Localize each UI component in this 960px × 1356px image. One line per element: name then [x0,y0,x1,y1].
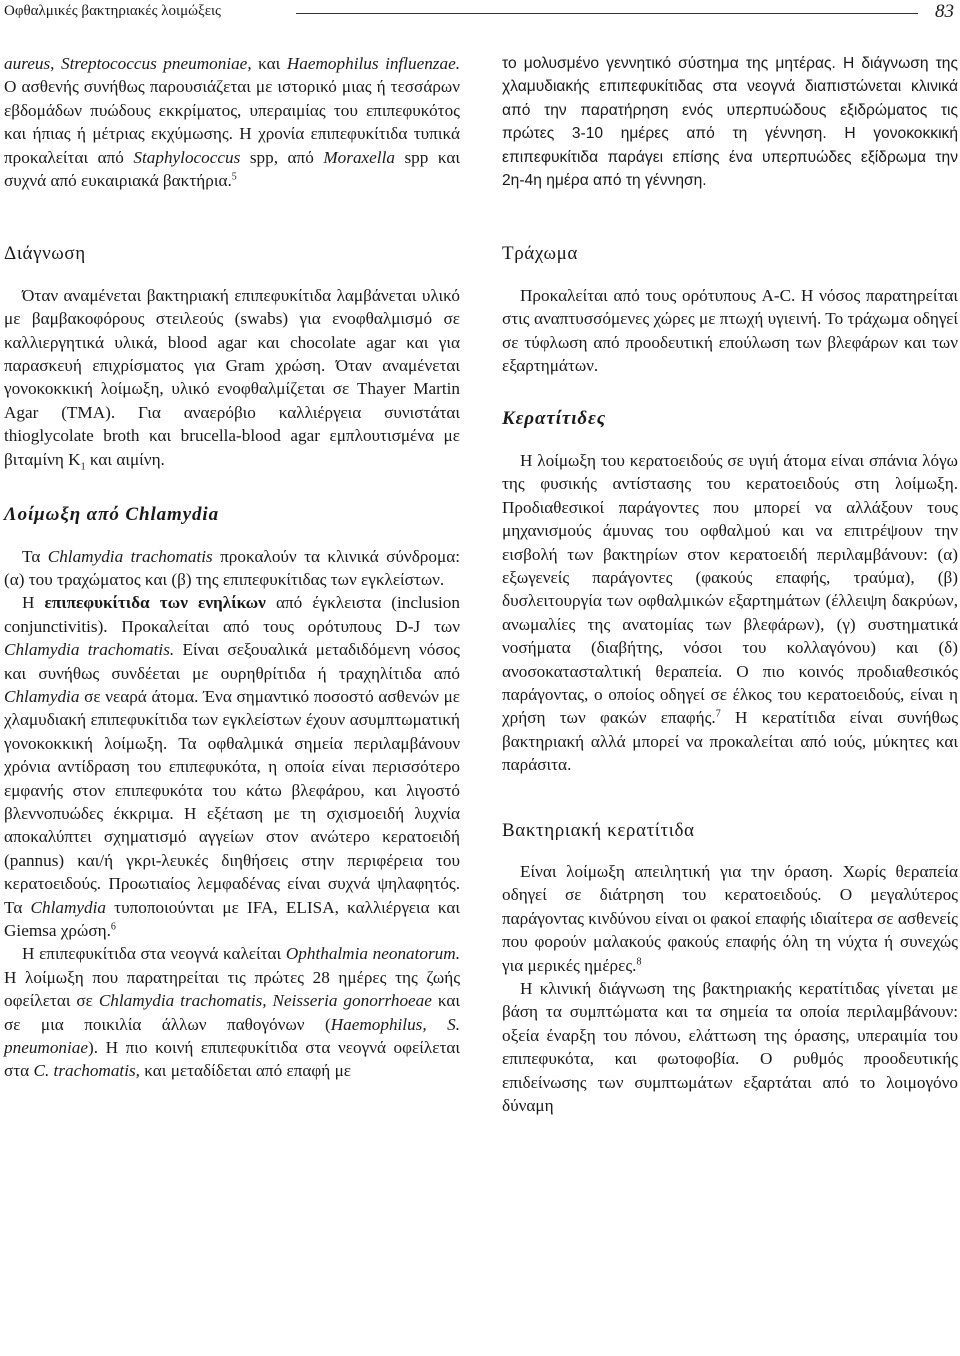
paragraph-text: Είναι λοίμωξη απειλητική για την όραση. Χωρίς θεραπεία οδηγεί σε διάτρηση του κερατοειδούς. Ο μεγαλύτερος παράγοντας κινδύνου είναι οι φακοί επαφής ιδιαίτερα σε ασθενείς που φορούν μαλακούς φακούς επαφής όλη τη νύχτα ή συνεχώς για μερικές ημέρες. [502,861,958,975]
chlamydia-paragraph-3 [4,942,460,1082]
species-name: Ophthalmia neonatorum. [285,944,460,964]
species-name: Haemophilus, S. pneumoniae [4,1014,460,1058]
heading-diagnosis: Διάγνωση [4,243,86,265]
heading-chlamydia: Λοίμωξη από Chlamydia [4,504,220,526]
bacterial-keratitis-paragraph-2: Η κλινική διάγνωση της βακτηριακής κερατίτιδας γίνεται με βάση τα συμπτώματα και τα σημεία τα οποία περιλαμβάνουν: οξεία έναρξη του πόνου, ελάττωση της όρασης, υπεραιμία του επιπεφυκότα, και φωτοφοβία. Ο ρυθμός προοδευτικής επιδείνωσης των συμπτωμάτων εξαρτάται από το λοιμογόνο δύναμη [502,979,958,1116]
reference-marker: 8 [636,955,642,967]
bacterial-keratitis-paragraph-1 [502,860,958,977]
left-column [4,52,460,1083]
intro-text: Ο ασθενής συνήθως παρουσιάζεται με ιστορικό μιας ή τεσσάρων εβδομάδων πυώδους εκκρίματος, υπεραιμίας του επιπεφυκότος και ήπιας ή μέτριας εκχύμωσης. Η χρονία επιπεφυκίτιδα τυπικά προκαλείται από [4,77,460,167]
reference-marker: 5 [231,171,237,183]
paragraph-text: Η επιπεφυκίτιδα στα νεογνά καλείται [22,944,286,964]
trachoma-paragraph: Προκαλείται από τους ορότυπους A-C. Η νόσος παρατηρείται στις αναπτυσσόμενες χώρες με πτωχή υγιεινή. Το τράχωμα οδηγεί σε τύφλωση από προοδευτική επούλωση των βλεφάρων και των εξαρτημάτων. [502,285,958,376]
keratitis-paragraph [502,449,958,777]
species-name: C. trachomatis, [33,1061,140,1081]
species-name: Chlamydia [30,897,106,917]
heading-bacterial-keratitis: Βακτηριακή κερατίτιδα [502,819,695,841]
running-title: Οφθαλμικές βακτηριακές λοιμώξεις [4,3,221,19]
subscript: 1 [80,461,86,473]
intro-text: spp, από [240,147,324,167]
diagnosis-text: Όταν αναμένεται βακτηριακή επιπεφυκίτιδα λαμβάνεται υλικό με βαμβακοφόρους στειλεούς (swabs) για ενοφθαλμισμό σε καλλιεργητικά υλικά, blood agar και chocolate agar και για παρασκευή επιχρίσματος για Gram χρώση. Όταν αναμένεται γονοκοκκική λοίμωξη, υλικό ενοφθαλμίζεται σε Thayer Martin Agar (TMA). Για αναερόβιο καλλιέργεια συνιστάται thioglycolate broth και brucella-blood agar εμπλουτισμένα με βιταμίνη K [4,285,460,469]
paragraph-text: Η λοίμωξη του κερατοειδούς σε υγιή άτομα είναι σπάνια λόγω της φυσικής αντίστασης του κερατοειδούς στη λοίμωξη. Προδιαθεσικοί παράγοντες που μπορεί να αλλάξουν τους μηχανισμούς άμυνας του οφθαλμού και να επιτρέψουν την εισβολή των βακτηρίων στον κερατοειδή περιλαμβάνουν: (α) εξωγενείς παράγοντες (φακούς επαφής, τραύμα), (β) δυσλειτουργία των οφθαλμικών εξαρτημάτων (έλλειψη δακρύων, ανωμαλίες της ανατομίας των βλεφάρων), (γ) συστηματικά νοσήματα (διαβήτης, νόσοι του κολλαγόνου) και (δ) ανοσοκατασταλτική θεραπεία. Ο πιο κοινός προδιαθεσικός παράγοντας, ο οποίος οδηγεί σε έλκος του κερατοειδούς, είναι η χρήση των φακών επαφής. [502,450,958,728]
diagnosis-text: και αιμίνη. [85,449,165,469]
paragraph-text: Η λοίμωξη που παρατηρείται τις πρώτες 28 ημέρες της ζωής οφείλεται σε [4,967,460,1011]
species-name: Chlamydia [4,686,80,706]
intro-text: spp και συχνά από ευκαιριακά βακτήρια. [4,147,461,191]
species-name: Chlamydia trachomatis [47,546,213,566]
paragraph-text: ). Η πιο κοινή επιπεφυκίτιδα στα νεογνά οφείλεται στα [4,1038,460,1081]
species-name: Chlamydia trachomatis. [4,640,175,660]
reference-marker: 7 [715,708,721,720]
intro-text: και [251,54,287,73]
paragraph-text: τυποποιούνται με IFA, ELISA, καλλιέργεια και Giemsa χρώση. [4,897,460,940]
heading-trachoma: Τράχωμα [502,243,578,265]
paragraph-text: σε νεαρά άτομα. Ένα σημαντικό ποσοστό ασθενών με χλαμυδιακή επιπεφυκίτιδα των εγκλείστων έχουν ασυμπτωματική γονοκοκκική λοίμωξη. Τα οφθαλμικά σημεία περιλαμβάνουν χρόνια αντίδραση του επιπεφυκότα, η οποία είναι περισσότερο εμφανής στον επιπεφυκότα του κάτω βλεφάρου, και λιγοστό βλεννοπυώδες έκκριμα. Η εξέταση με τη σχισμοειδή λυχνία αποκαλύπτει σχηματισμό αγγείων στον ανώτερο κερατοειδή (pannus) και/ή γκρι-λευκές διηθήσεις στην περιφέρεια του κερατοειδούς. Προωτιαίος λεμφαδένας είναι συχνά ψηλαφητός. Τα [4,686,460,917]
paragraph-text: και μεταδίδεται από επαφή με [139,1061,352,1081]
intro-species: Haemophilus influenzae. [286,54,461,73]
page-header [4,0,954,26]
diagnosis-paragraph [4,284,460,471]
continued-paragraph: το μολυσμένο γεννητικό σύστημα της μητέρας. Η διάγνωση της χλαμυδιακής επιπεφυκίτιδας στα νεογνά διαπιστώνεται κλινικά από την παρατήρηση ενός υπερπυώδους εξιδρώματος τις πρώτες 3-10 ημέρες από τη γέννηση. Η γονοκοκκική επιπεφυκίτιδα παράγει επίσης ένα υπερπυώδες εξίδρωμα την 2η-4η ημέρα από τη γέννηση. [502,55,958,190]
paragraph-text: από έγκλειστα (inclusion conjunctivitis). Προκαλείται από τους ορότυπους D-J των [4,593,460,636]
paragraph-text: και σε μια ποικιλία άλλων παθογόνων ( [4,991,460,1034]
page-number: 83 [935,1,954,22]
chlamydia-paragraph-1 [4,545,460,592]
right-column [502,52,958,1117]
chlamydia-paragraph-2 [4,591,460,942]
paragraph-text: Η [22,593,45,613]
intro-species: Moraxella [323,147,395,167]
reference-marker: 6 [110,921,116,933]
species-name: Chlamydia trachomatis, Neisseria gonorrhoeae [98,991,432,1011]
intro-paragraph [4,52,460,192]
bold-term: επιπεφυκίτιδα των ενηλίκων [44,593,266,613]
intro-species: aureus, Streptococcus pneumoniae, [4,54,252,73]
heading-keratitis: Κερατίτιδες [502,408,607,430]
paragraph-text: Η κερατίτιδα είναι συνήθως βακτηριακή αλλά μπορεί να προκαλείται από ιούς, μύκητες και παράσιτα. [502,708,959,775]
header-rule [296,13,918,14]
paragraph-text: Είναι σεξουαλικά μεταδιδόμενη νόσος και συνήθως συνδέεται με ουρηθρίτιδα ή τραχηλίτιδα από [4,640,460,683]
paragraph-text: προκαλούν τα κλινικά σύνδρομα: (α) του τραχώματος και (β) της επιπεφυκίτιδας των εγκλείστων. [4,546,460,589]
paragraph-text: Τα [22,546,48,566]
intro-species: Staphylococcus [133,147,241,167]
